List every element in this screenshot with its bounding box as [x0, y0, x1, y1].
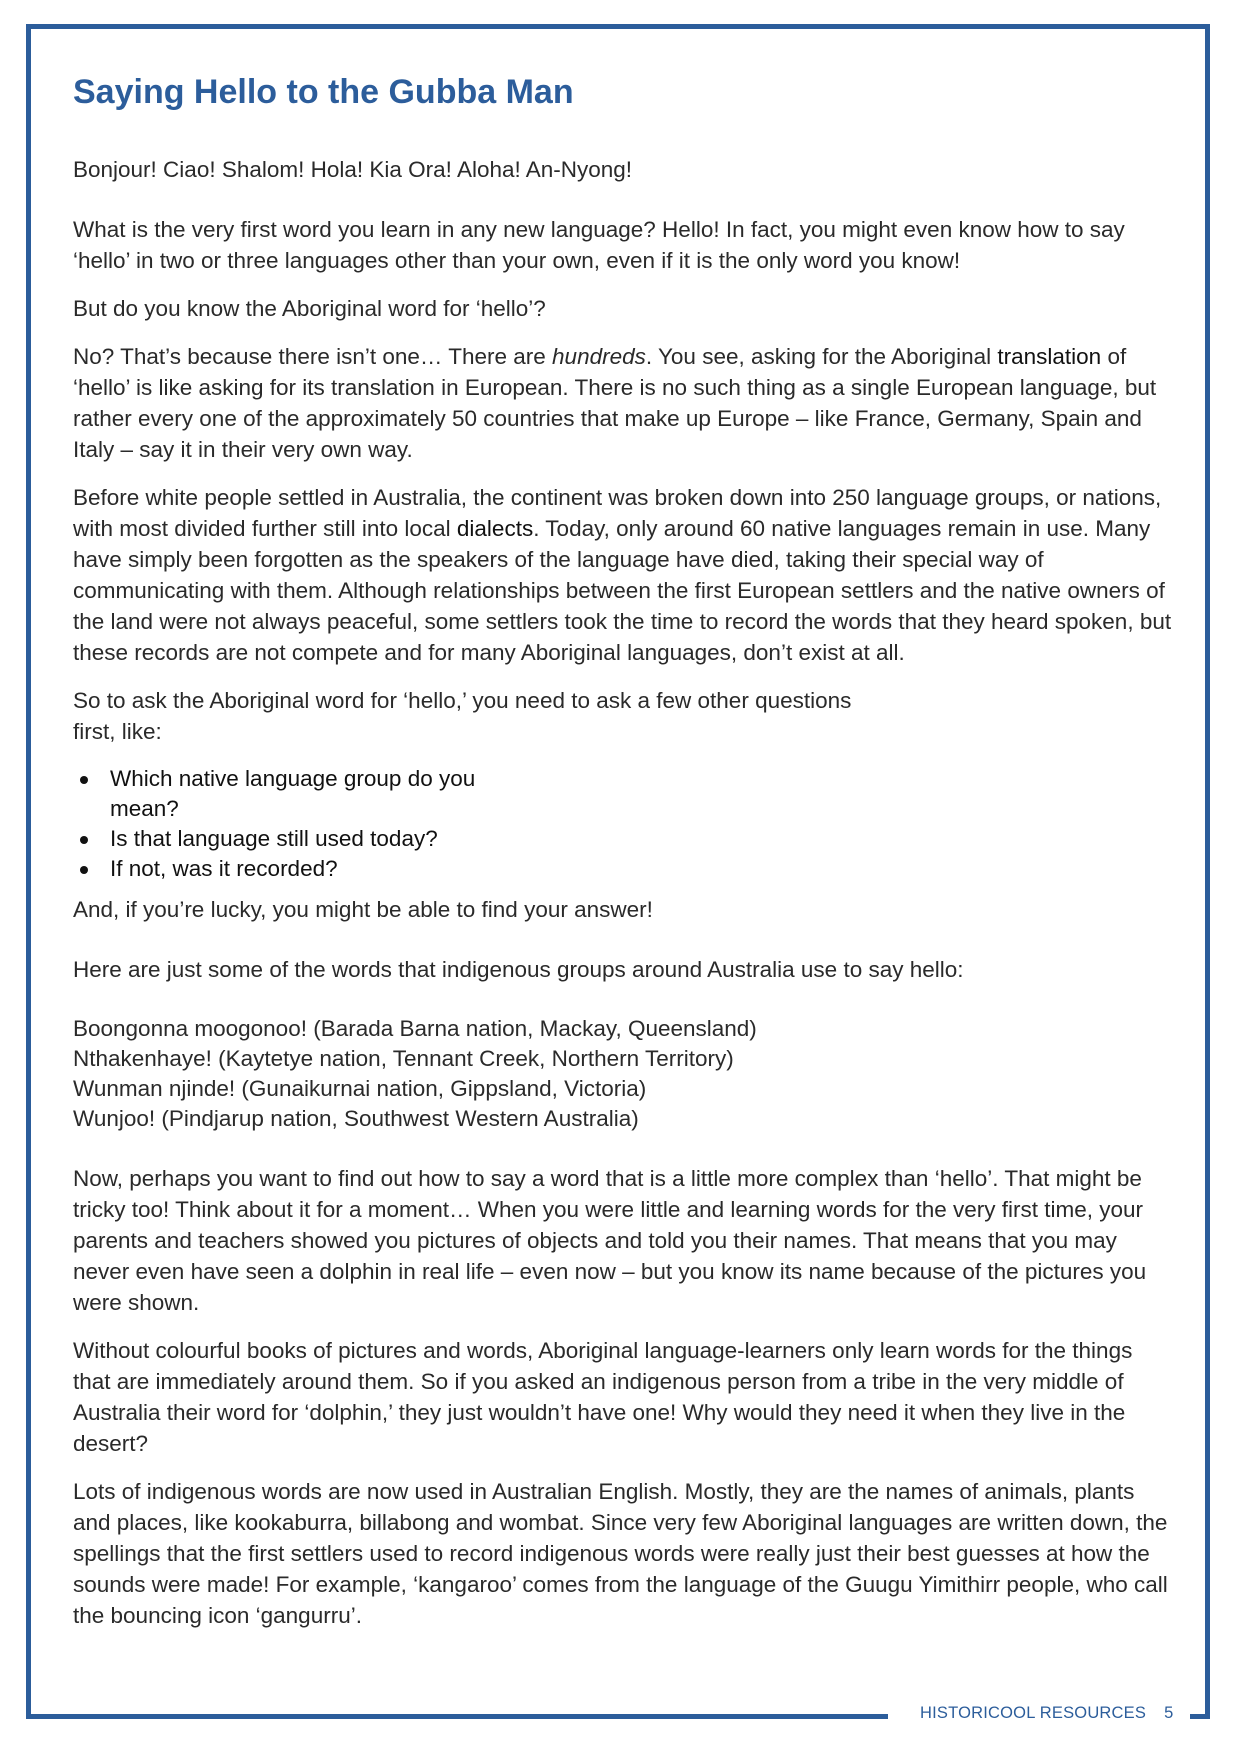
p5-line-1: So to ask the Aboriginal word for ‘hello,’ you need to ask a few other questions	[73, 688, 852, 713]
hello-word-item: Nthakenhaye! (Kaytetye nation, Tennant Creek, Northern Territory)	[73, 1046, 734, 1071]
p3-text-c: of ‘hello’ is like asking for its translation in European. There is no such thing as a single European language, but rather every one of the approximately 50 countries that make up Europe – like France, Germany, Spain and Italy – say it in their very own way.	[73, 344, 1157, 462]
list-item	[110, 824, 1173, 854]
paragraph-hundreds	[73, 341, 1173, 465]
paragraph-lucky: And, if you’re lucky, you might be able to find your answer!	[73, 897, 653, 922]
hello-word-item: Boongonna moogonoo! (Barada Barna nation, Mackay, Queensland)	[73, 1016, 757, 1041]
question-text: If not, was it recorded?	[110, 856, 338, 881]
list-item	[110, 764, 1173, 824]
p3-text-a: No? That’s because there isn’t one… There are	[73, 344, 553, 369]
term-translation: translation	[997, 344, 1102, 369]
p3-emphasis: hundreds	[552, 344, 646, 369]
bottom-border-left	[26, 1714, 888, 1719]
footer-label: HISTORICOOL RESOURCES	[920, 1704, 1147, 1722]
paragraph-australian-english: Lots of indigenous words are now used in Australian English. Mostly, they are the names of animals, plants and places, like kookaburra, billabong and wombat. Since very few Aboriginal languages are written down, the spellings that the first settlers used to record indigenous words were really just their best guesses at how the sounds were made! For example, ‘kangaroo’ comes from the language of the Guugu Yimithirr people, who call the bouncing icon ‘gangurru’.	[73, 1479, 1168, 1628]
paragraph-language-groups	[73, 482, 1173, 668]
p3-text-b: . You see, asking for the Aboriginal	[645, 344, 998, 369]
page-number: 5	[1164, 1704, 1174, 1722]
greeting-line: Bonjour! Ciao! Shalom! Hola! Kia Ora! Aloha! An-Nyong!	[73, 157, 633, 182]
hello-word-item: Wunjoo! (Pindjarup nation, Southwest Western Australia)	[73, 1106, 639, 1131]
paragraph-dolphin: Without colourful books of pictures and words, Aboriginal language-learners only learn words for the things that are immediately around them. So if you asked an indigenous person from a tribe in the very middle of Australia their word for ‘dolphin,’ they just wouldn’t have one! Why would they need it when they live in the desert?	[73, 1338, 1133, 1456]
paragraph-complex-words: Now, perhaps you want to find out how to say a word that is a little more complex than ‘hello’. That might be tricky too! Think about it for a moment… When you were little and learning words for the very first time, your parents and teachers showed you pictures of objects and told you their names. That means that you may never even have seen a dolphin in real life – even now – but you know its name because of the pictures you were shown.	[73, 1166, 1147, 1315]
list-item	[110, 854, 1173, 884]
question-list	[73, 764, 1173, 884]
paragraph-first-word: What is the very first word you learn in any new language? Hello! In fact, you might even know how to say ‘hello’ in two or three languages other than your own, even if it is the only word you know!	[73, 217, 1125, 273]
paragraph-ask-questions	[73, 685, 1173, 747]
question-text: Which native language group do you mean?	[110, 766, 476, 821]
hello-word-list	[73, 1014, 1173, 1134]
question-text: Is that language still used today?	[110, 826, 438, 851]
page-title: Saying Hello to the Gubba Man	[73, 73, 574, 111]
paragraph-intro-words: Here are just some of the words that indigenous groups around Australia use to say hello:	[73, 957, 964, 982]
p5-line-2: first, like:	[73, 719, 162, 744]
p4-text-a: Before white people settled in Australia, the continent was broken down into 250 language groups, or nations, with most divided further still into local	[73, 485, 1162, 541]
article	[73, 68, 1173, 1648]
term-dialects: dialects	[456, 516, 534, 541]
hello-word-item: Wunman njinde! (Gunaikurnai nation, Gippsland, Victoria)	[73, 1076, 647, 1101]
bottom-border-right	[1190, 1714, 1210, 1719]
paragraph-question: But do you know the Aboriginal word for ‘hello’?	[73, 296, 546, 321]
page-footer	[920, 1704, 1173, 1723]
p4-text-b: . Today, only around 60 native languages remain in use. Many have simply been forgotten as the speakers of the language have died, taking their special way of communicating with them. Although relationships between the first European settlers and the native owners of the land were not always peaceful, some settlers took the time to record the words that they heard spoken, but these records are not compete and for many Aboriginal languages, don’t exist at all.	[73, 516, 1172, 665]
